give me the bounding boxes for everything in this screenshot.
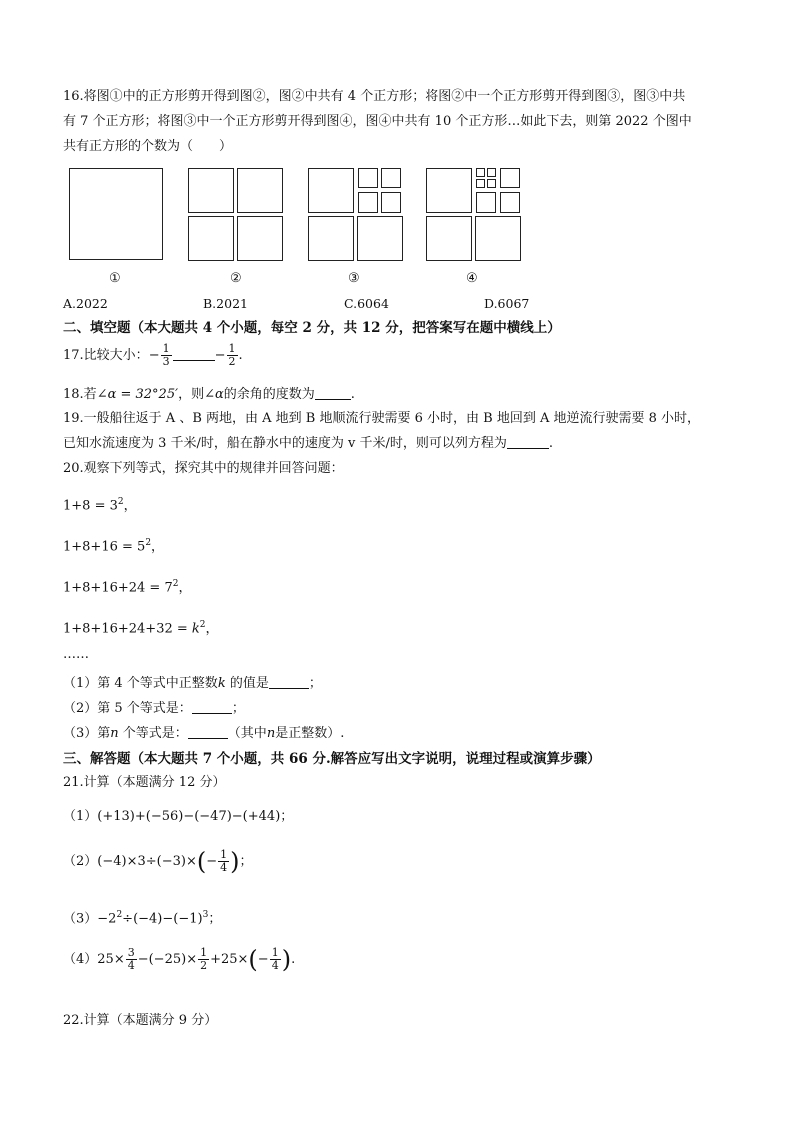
figure-1-square: [69, 168, 163, 260]
equation-text: 1+8 = 3: [63, 498, 118, 514]
period: .: [350, 387, 355, 402]
figure-4-square: [487, 168, 496, 177]
numerator: 3: [127, 946, 135, 959]
q17-prefix: 17.比较大小：: [63, 348, 149, 363]
comma: ，: [151, 539, 165, 555]
figure-4-square: [500, 192, 520, 213]
q20-part-1: [63, 675, 322, 693]
figure-3-square: [381, 192, 401, 213]
numerator: 1: [200, 946, 208, 959]
answer-blank[interactable]: [315, 387, 351, 400]
exponent: 2: [172, 579, 179, 589]
period: .: [238, 348, 243, 363]
q21-title: 21.计算（本题满分 12 分）: [63, 775, 226, 790]
fraction: [198, 947, 209, 972]
equation-text: 1+8+16+24 = 7: [63, 580, 173, 596]
figure-3-square: [358, 192, 378, 213]
fraction: [227, 343, 238, 368]
part-text: 的值是: [225, 676, 269, 691]
expression-text: −(−25)×: [137, 952, 198, 967]
q19-text: 已知水流速度为 3 千米/时，船在静水中的速度为 v 千米/时，则可以列方程为: [63, 436, 507, 451]
q18: [63, 386, 355, 404]
left-paren: (: [196, 847, 207, 876]
angle-value: ∠α = 32°25′: [96, 387, 179, 402]
expression-text: （3）−2: [63, 911, 117, 927]
fraction: [161, 343, 172, 368]
semicolon: ；: [308, 676, 322, 691]
figure-3-square: [308, 216, 354, 261]
q16-line3: 共有正方形的个数为（ ）: [63, 139, 233, 154]
q16-line1: 16.将图①中的正方形剪开得到图②，图②中共有 4 个正方形；将图②中一个正方形剪开得到图③，图③中共: [63, 89, 686, 104]
q20-ellipsis: ……: [63, 647, 89, 662]
q19-line2: [63, 435, 553, 453]
expression-text: （4）25×: [63, 952, 125, 967]
figure-2-square: [188, 168, 234, 213]
right-paren: ): [230, 847, 240, 876]
minus-sign: −: [148, 348, 160, 363]
q21-part-3: [63, 906, 221, 928]
q16-option-d: D.6067: [484, 296, 530, 311]
exponent: 2: [116, 910, 123, 920]
exponent: 3: [202, 910, 209, 920]
q21-part-4: （4）25× $\frac{3}{4}$ −(−25)× $\frac{1}{2}$ +25×(− $\frac{1}{4}$ ).: [63, 945, 296, 974]
fraction: [218, 849, 229, 874]
figure-3-square: [358, 168, 378, 188]
period: .: [291, 952, 296, 967]
answer-blank[interactable]: [269, 676, 309, 689]
semicolon: ；: [239, 854, 253, 869]
variable-k: k: [217, 676, 226, 691]
q16-option-a: A.2022: [63, 296, 108, 311]
figure-3-square: [308, 168, 354, 213]
figure-caption: ①: [109, 271, 121, 286]
exponent: 2: [117, 497, 124, 507]
answer-blank[interactable]: [188, 726, 228, 739]
alpha-symbol: α: [214, 387, 224, 402]
denominator: 2: [228, 355, 236, 368]
q22-title: 22.计算（本题满分 9 分）: [63, 1013, 218, 1028]
denominator: 4: [271, 959, 279, 972]
numerator: 1: [228, 342, 236, 355]
numerator: 1: [220, 848, 228, 861]
part-text: 个等式是：: [118, 726, 188, 741]
numerator: 1: [162, 342, 170, 355]
figure-3-square: [357, 216, 403, 261]
q20-part-2: [63, 700, 245, 718]
part-text: （其中: [227, 726, 267, 741]
minus-sign: −: [214, 348, 226, 363]
expression-text: ÷(−4)−(−1): [122, 911, 203, 927]
exponent: 2: [145, 538, 152, 548]
denominator: 4: [220, 861, 228, 874]
part-text: （3）第: [63, 726, 111, 741]
figure-4-square: [476, 179, 485, 188]
answer-blank[interactable]: [192, 701, 232, 714]
q18-prefix: 18.若: [63, 387, 97, 402]
q16-option-b: B.2021: [203, 296, 248, 311]
q20-equation-1: [63, 493, 137, 515]
q16-line2: 有 7 个正方形；将图③中一个正方形剪开得到图④，图④中共有 10 个正方形…如此下去，则第 2022 个图中: [63, 114, 692, 129]
denominator: 2: [200, 959, 208, 972]
denominator: 4: [127, 959, 135, 972]
variable-n: n: [266, 726, 276, 741]
comma: ，: [123, 498, 137, 514]
figure-4-square: [426, 168, 472, 213]
q19-line1: 19.一般船往返于 A 、B 两地，由 A 地到 B 地顺流行驶需要 6 小时，由 B 地回到 A 地逆流行驶需要 8 小时，: [63, 411, 701, 426]
fraction: [270, 947, 281, 972]
answer-blank[interactable]: [507, 436, 549, 449]
q20-part-3: [63, 725, 344, 743]
figure-caption: ③: [348, 271, 360, 286]
equation-text: 1+8+16+24+32 =: [63, 621, 192, 637]
q20-equation-4: [63, 616, 219, 638]
equation-text: 1+8+16 = 5: [63, 539, 146, 555]
expression-text: （2）(−4)×3÷(−3)×: [63, 854, 197, 869]
q21-part-1: （1）(+13)+(−56)−(−47)−(+44)；: [63, 809, 294, 824]
figure-caption: ④: [466, 271, 478, 286]
part-text: 是正整数）.: [275, 726, 345, 741]
numerator: 1: [271, 946, 279, 959]
right-paren: ): [281, 945, 292, 974]
q20-equation-3: [63, 575, 191, 597]
comma: ，: [178, 580, 192, 596]
part-text: （2）第 5 个等式是：: [63, 701, 192, 716]
left-paren: (: [248, 945, 258, 974]
figure-2-square: [188, 216, 234, 261]
variable-k: k: [191, 621, 200, 637]
figure-2-square: [237, 168, 283, 213]
figure-2-square: [237, 216, 283, 261]
denominator: 3: [162, 355, 170, 368]
fraction: [126, 947, 137, 972]
q20-equation-2: [63, 534, 164, 556]
figure-4-square: [487, 179, 496, 188]
period: .: [548, 436, 554, 451]
q18-tail: 的余角的度数为: [223, 387, 315, 402]
q16-option-c: C.6064: [344, 296, 389, 311]
expression-text: +25×: [210, 952, 249, 967]
answer-blank[interactable]: [173, 348, 215, 361]
figure-caption: ②: [230, 271, 242, 286]
figure-4-square: [475, 216, 521, 261]
q18-mid: ，则∠: [178, 387, 215, 402]
q21-part-2: （2）(−4)×3÷(−3)×(− $\frac{1}{4}$ )；: [63, 847, 253, 876]
figure-4-square: [476, 168, 485, 177]
semicolon: ；: [231, 701, 245, 716]
comma: ，: [205, 621, 219, 637]
semicolon: ；: [208, 911, 222, 927]
exponent: 2: [199, 620, 206, 630]
section-2-heading: 二、填空题（本大题共 4 个小题，每空 2 分，共 12 分，把答案写在题中横线上）: [63, 320, 561, 336]
figure-4-square: [500, 168, 520, 188]
variable-n: n: [110, 726, 119, 741]
q20-intro: 20.观察下列等式，探究其中的规律并回答问题：: [63, 461, 344, 476]
figure-4-square: [476, 192, 496, 213]
section-3-heading: 三、解答题（本大题共 7 个小题，共 66 分.解答应写出文字说明，说理过程或演算步骤）: [63, 751, 601, 767]
figure-3-square: [381, 168, 401, 188]
figure-4-square: [426, 216, 472, 261]
q17: [63, 342, 243, 370]
part-text: （1）第 4 个等式中正整数: [63, 676, 218, 691]
